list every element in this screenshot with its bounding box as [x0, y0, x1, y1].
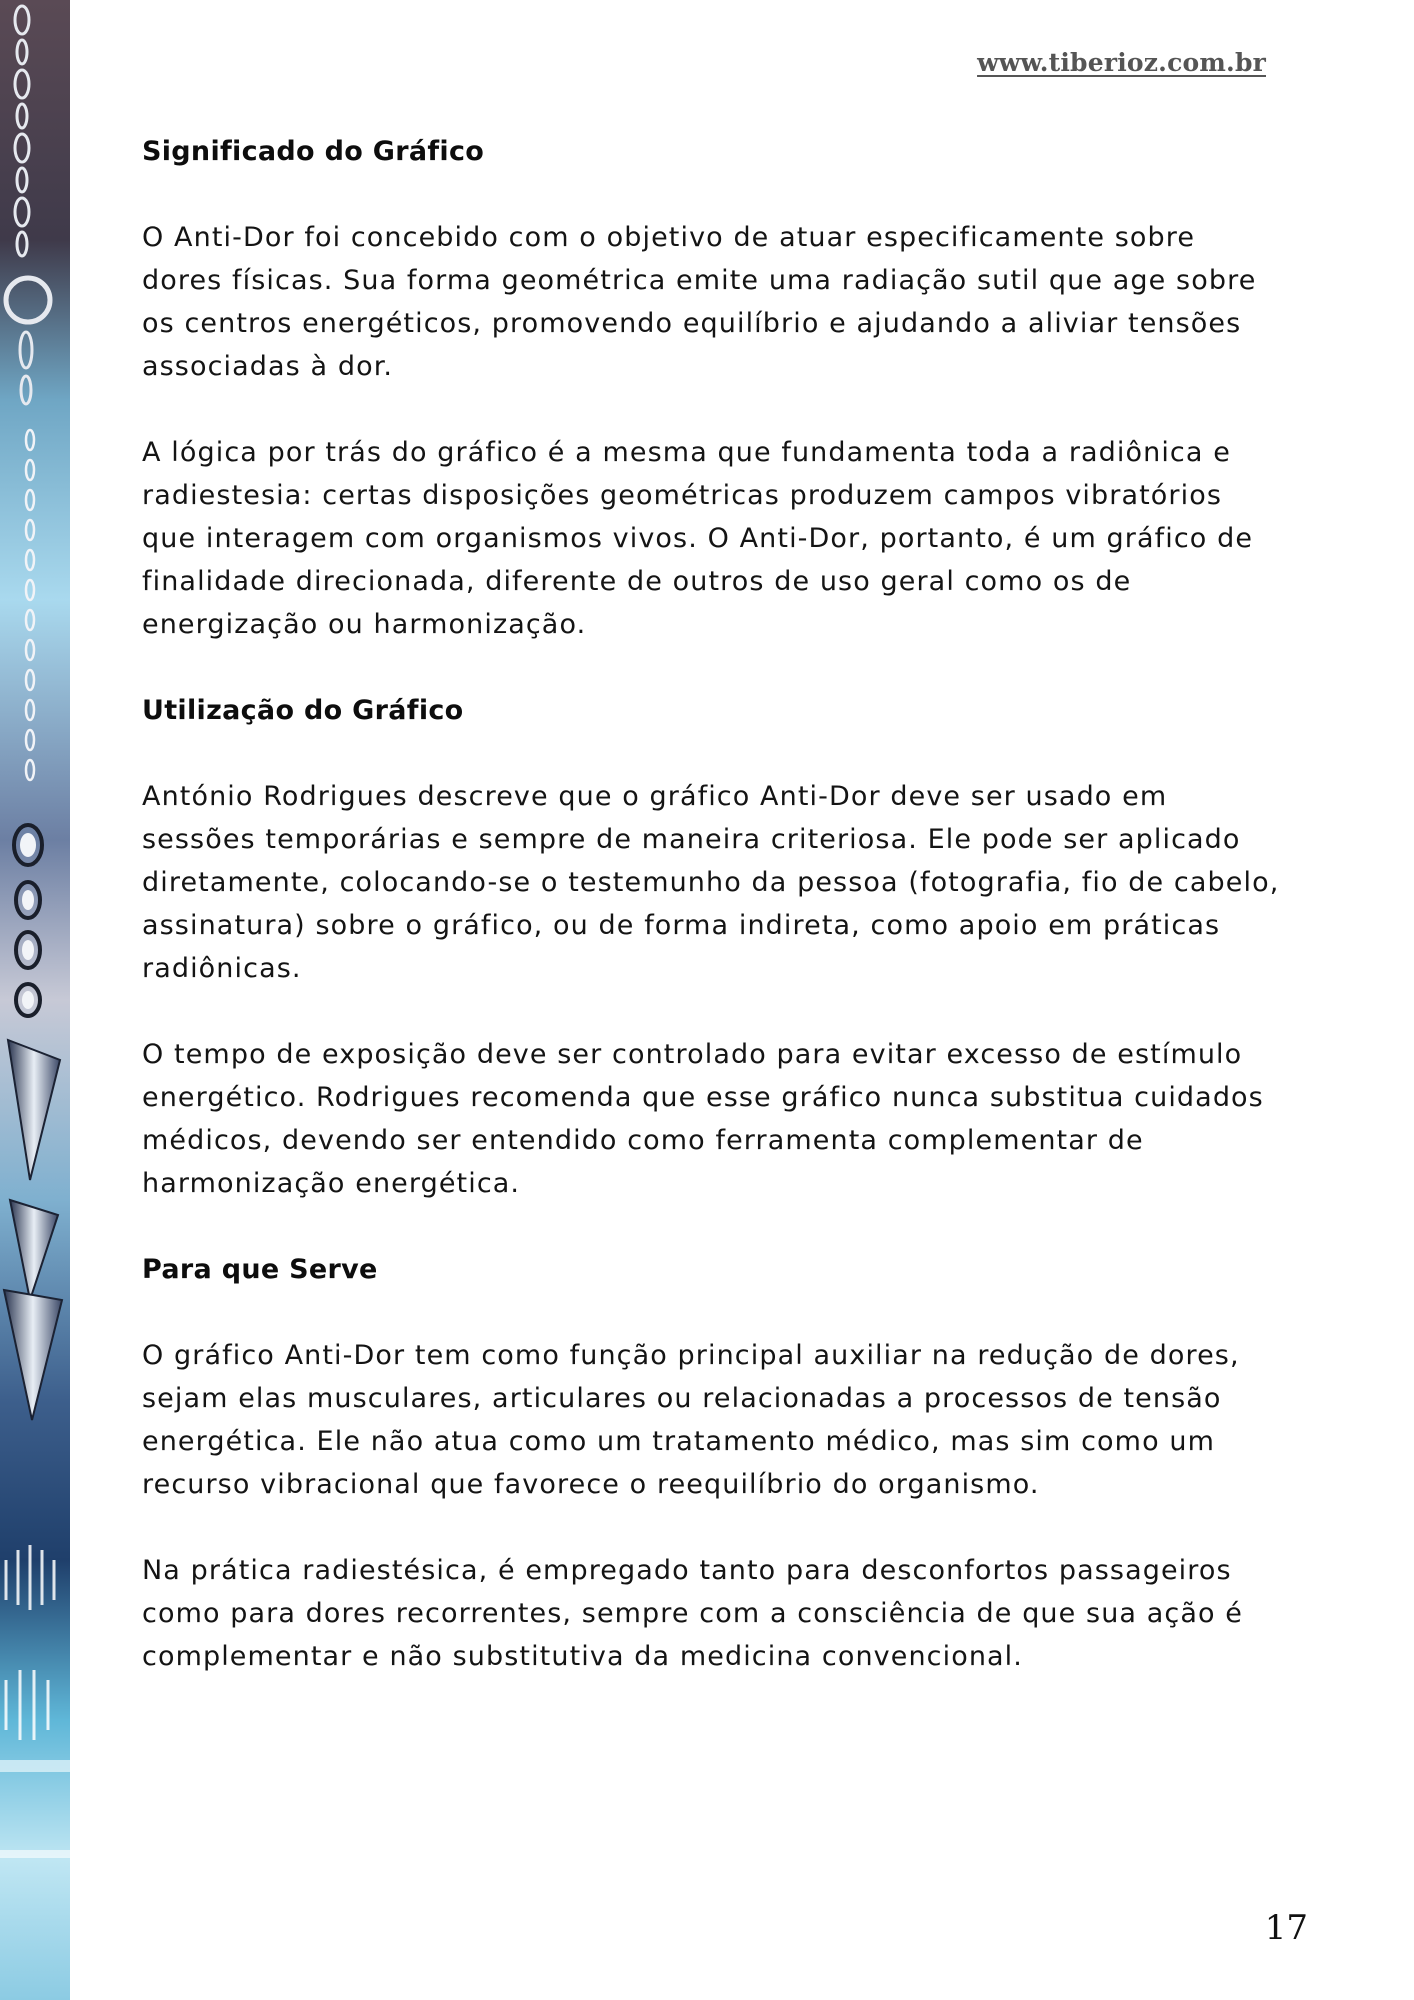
section-heading: Utilização do Gráfico — [142, 695, 464, 726]
pendulum-illustration-icon — [0, 0, 70, 2000]
section-utilizacao — [142, 689, 1282, 1205]
page-content — [142, 130, 1282, 1721]
section-para-que-serve — [142, 1248, 1282, 1678]
section-heading: Significado do Gráfico — [142, 136, 485, 167]
paragraph: A lógica por trás do gráfico é a mesma que fundamenta toda a radiônica e radiestesia: certas disposições geométricas produzem campos vibratórios que interagem com organismos vivos. O Anti-Dor, portanto, é um gráfico de finalidade direcionada, diferente de outros de uso geral como os de energização ou harmonização. — [142, 437, 1254, 640]
site-url-link[interactable]: www.tiberioz.com.br — [977, 48, 1266, 77]
section-significado — [142, 130, 1282, 646]
paragraph: O gráfico Anti-Dor tem como função principal auxiliar na redução de dores, sejam elas musculares, articulares ou relacionadas a processos de tensão energética. Ele não atua como um tratamento médico, mas sim como um recurso vibracional que favorece o reequilíbrio do organismo. — [142, 1340, 1240, 1500]
section-heading: Para que Serve — [142, 1254, 378, 1285]
page-number: 17 — [1264, 1908, 1308, 1948]
paragraph: O Anti-Dor foi concebido com o objetivo de atuar especificamente sobre dores físicas. Sua forma geométrica emite uma radiação sutil que age sobre os centros energéticos, promovendo equilíbrio e ajudando a aliviar tensões associadas à dor. — [142, 222, 1257, 382]
pendulum-decoration — [0, 0, 70, 2000]
paragraph: O tempo de exposição deve ser controlado para evitar excesso de estímulo energético. Rodrigues recomenda que esse gráfico nunca substitua cuidados médicos, devendo ser entendido como ferramenta complementar de harmonização energética. — [142, 1039, 1264, 1199]
paragraph: António Rodrigues descreve que o gráfico Anti-Dor deve ser usado em sessões temporárias e sempre de maneira criteriosa. Ele pode ser aplicado diretamente, colocando-se o testemunho da pessoa (fotografia, fio de cabelo, assinatura) sobre o gráfico, ou de forma indireta, como apoio em práticas radiônicas. — [142, 781, 1280, 984]
paragraph: Na prática radiestésica, é empregado tanto para desconfortos passageiros como para dores recorrentes, sempre com a consciência de que sua ação é complementar e não substitutiva da medicina convencional. — [142, 1555, 1243, 1672]
